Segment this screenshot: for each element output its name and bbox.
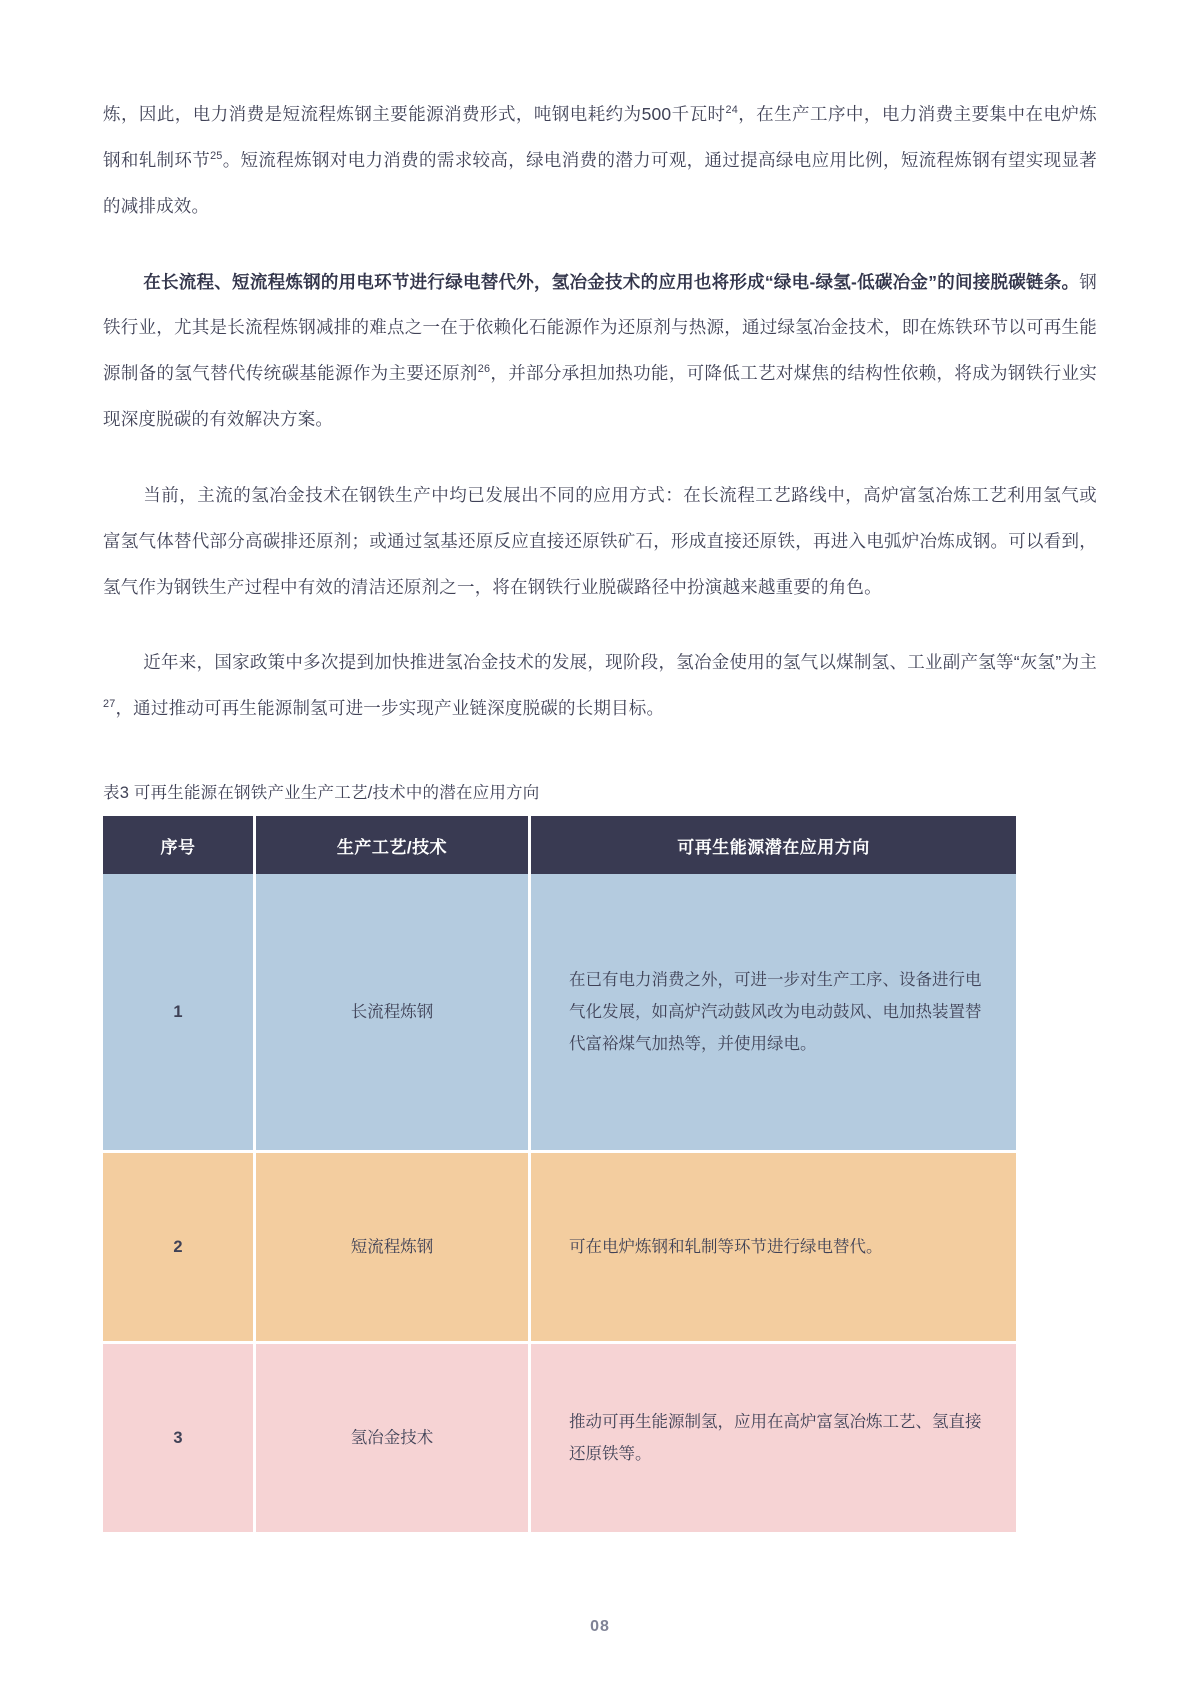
table-header — [103, 816, 1016, 874]
table-header-cell-direction: 可再生能源潜在应用方向 — [531, 816, 1016, 874]
table-row — [103, 1153, 1016, 1344]
paragraph-3-text: 当前，主流的氢冶金技术在钢铁生产中均已发展出不同的应用方式：在长流程工艺路线中，高炉富氢冶炼工艺利用氢气或富氢气体替代部分高碳排还原剂；或通过氢基还原反应直接还原铁矿石，形成直接还原铁，再进入电弧炉冶炼成钢。可以看到，氢气作为钢铁生产过程中有效的清洁还原剂之一，将在钢铁行业脱碳路径中扮演越来越重要的角色。 — [103, 484, 1097, 597]
paragraph-4-text: 近年来，国家政策中多次提到加快推进氢冶金技术的发展，现阶段，氢冶金使用的氢气以煤制氢、工业副产氢等“灰氢”为主$^{27}$，通过推动可再生能源制氢可进一步实现产业链深度脱碳的长期目标。 — [103, 652, 1097, 719]
table-header-cell-no: 序号 — [103, 816, 256, 874]
table-cell-direction: 可在电炉炼钢和轧制等环节进行绿电替代。 — [531, 1153, 1016, 1344]
page-number: 08 — [590, 1618, 610, 1635]
table-cell-direction: 推动可再生能源制氢，应用在高炉富氢冶炼工艺、氢直接还原铁等。 — [531, 1344, 1016, 1535]
table-row — [103, 874, 1016, 1153]
table-cell-process: 短流程炼钢 — [256, 1153, 531, 1344]
table-row — [103, 1344, 1016, 1535]
renewable-application-table — [103, 816, 1016, 1535]
table-cell-process: 氢冶金技术 — [256, 1344, 531, 1535]
table-cell-no: 1 — [103, 874, 256, 1153]
table-caption: 表3 可再生能源在钢铁产业生产工艺/技术中的潜在应用方向 — [103, 784, 540, 803]
paragraph-1-text: 炼，因此，电力消费是短流程炼钢主要能源消费形式，吨钢电耗约为500千瓦时$^{24}$，在生产工序中，电力消费主要集中在电炉炼钢和轧制环节$^{25}$。短流程炼钢对电力消费的需求较高，绿电消费的潜力可观，通过提高绿电应用比例，短流程炼钢有望实现显著的减排成效。 — [103, 104, 1097, 216]
table-header-row — [103, 816, 1016, 874]
paragraph-2 — [103, 260, 1097, 443]
table-cell-no: 2 — [103, 1153, 256, 1344]
table-cell-direction: 在已有电力消费之外，可进一步对生产工序、设备进行电气化发展，如高炉汽动鼓风改为电动鼓风、电加热装置替代富裕煤气加热等，并使用绿电。 — [531, 874, 1016, 1153]
paragraph-3 — [103, 473, 1097, 611]
table-cell-process: 长流程炼钢 — [256, 874, 531, 1153]
table-header-cell-process: 生产工艺/技术 — [256, 816, 531, 874]
table-body — [103, 874, 1016, 1535]
paragraph-2-text: 钢铁行业，尤其是长流程炼钢减排的难点之一在于依赖化石能源作为还原剂与热源，通过绿氢冶金技术，即在炼铁环节以可再生能源制备的氢气替代传统碳基能源作为主要还原剂$^{26}$，并部分承担加热功能，可降低工艺对煤焦的结构性依赖，将成为钢铁行业实现深度脱碳的有效解决方案。 — [103, 271, 1097, 430]
table-cell-no: 3 — [103, 1344, 256, 1535]
paragraph-1 — [103, 0, 1097, 230]
paragraph-4 — [103, 640, 1097, 732]
paragraph-2-lead: 在长流程、短流程炼钢的用电环节进行绿电替代外，氢冶金技术的应用也将形成“绿电-绿氢-低碳冶金”的间接脱碳链条。 — [143, 271, 1080, 292]
